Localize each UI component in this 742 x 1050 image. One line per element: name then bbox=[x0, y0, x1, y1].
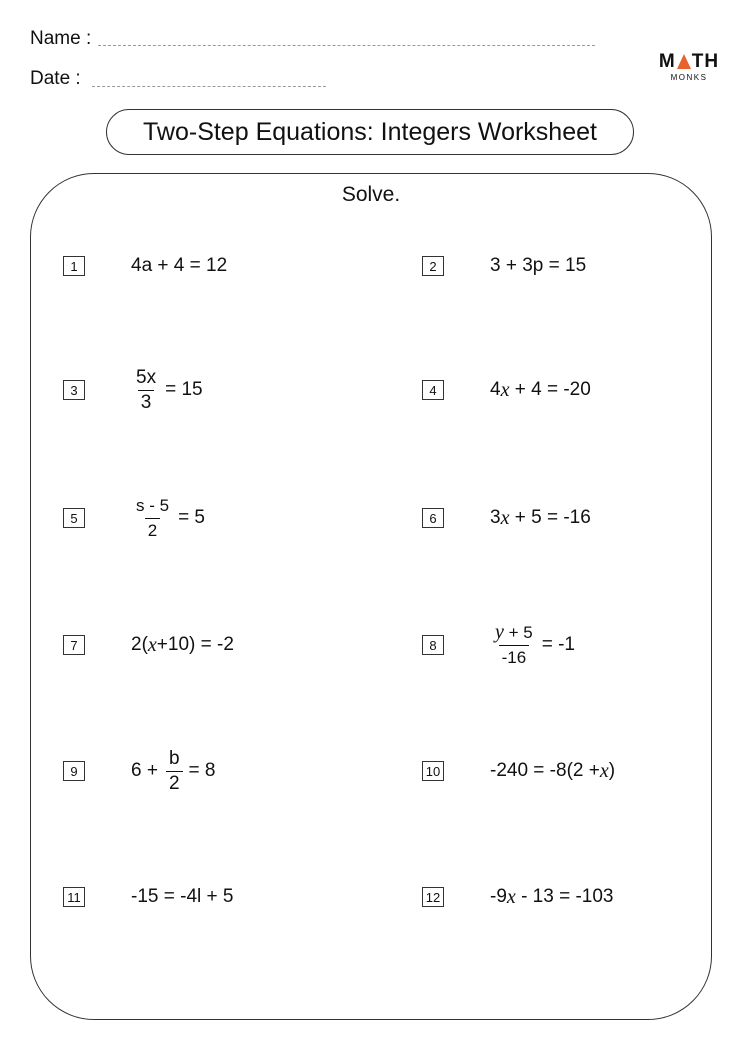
problem-9 bbox=[63, 741, 363, 801]
date-label: Date : bbox=[30, 68, 81, 89]
problem-number: 11 bbox=[63, 887, 85, 907]
problem-7 bbox=[63, 615, 363, 675]
equation bbox=[490, 615, 575, 675]
problem-number: 8 bbox=[422, 635, 444, 655]
equation-pre: 3 bbox=[490, 507, 501, 528]
problem-number: 12 bbox=[422, 887, 444, 907]
equation bbox=[490, 236, 586, 296]
problem-6 bbox=[422, 488, 722, 548]
equation-text: -15 = -4l + 5 bbox=[131, 886, 234, 907]
problem-number: 3 bbox=[63, 380, 85, 400]
problem-8 bbox=[422, 615, 722, 675]
fraction-denominator: 2 bbox=[145, 518, 160, 541]
problem-number: 5 bbox=[63, 508, 85, 528]
variable: x bbox=[500, 506, 510, 529]
equation-rest: +10) = -2 bbox=[156, 634, 234, 655]
problem-11 bbox=[63, 867, 363, 927]
name-line[interactable] bbox=[98, 45, 595, 46]
problem-5 bbox=[63, 488, 363, 548]
variable: y bbox=[495, 621, 504, 643]
variable: x bbox=[599, 759, 609, 782]
problem-number: 7 bbox=[63, 635, 85, 655]
logo-subtitle: MONKS bbox=[670, 73, 708, 82]
equation-text: 3 + 3p = 15 bbox=[490, 255, 587, 276]
equation-rest: = 8 bbox=[188, 760, 216, 781]
equation bbox=[131, 236, 227, 296]
problem-number: 9 bbox=[63, 761, 85, 781]
fraction bbox=[133, 368, 159, 413]
problem-4 bbox=[422, 360, 722, 420]
equation-pre: 4 bbox=[490, 379, 501, 400]
date-line[interactable] bbox=[92, 86, 326, 87]
equation bbox=[131, 488, 205, 548]
fraction-numerator: b bbox=[168, 747, 180, 769]
equation-rest: + 5 = -16 bbox=[514, 507, 591, 528]
problem-number: 4 bbox=[422, 380, 444, 400]
fraction bbox=[492, 622, 536, 668]
equation-text: 4a + 4 = 12 bbox=[131, 255, 228, 276]
instruction: Solve. bbox=[341, 183, 401, 206]
fraction-numerator bbox=[492, 622, 536, 645]
equation-rest: = 5 bbox=[178, 507, 206, 528]
equation bbox=[131, 867, 233, 927]
fraction bbox=[166, 749, 183, 794]
fraction-denominator: 2 bbox=[166, 771, 183, 794]
numerator-rest: + 5 bbox=[503, 623, 533, 642]
name-label: Name : bbox=[30, 28, 92, 49]
variable: x bbox=[500, 378, 510, 401]
fraction-numerator: s - 5 bbox=[136, 495, 170, 515]
equation-pre: -240 = -8(2 + bbox=[490, 760, 600, 781]
fraction bbox=[133, 496, 172, 541]
logo-text-m: M bbox=[658, 51, 676, 72]
equation bbox=[131, 741, 215, 801]
fraction-denominator: 3 bbox=[138, 390, 155, 413]
equation bbox=[131, 360, 203, 420]
equation-rest: ) bbox=[608, 760, 616, 781]
variable: x bbox=[506, 885, 516, 908]
worksheet-title bbox=[106, 109, 634, 155]
equation bbox=[490, 741, 615, 801]
logo-triangle-icon bbox=[677, 54, 691, 69]
fraction-denominator: -16 bbox=[499, 645, 530, 668]
math-monks-logo bbox=[659, 52, 719, 82]
equation bbox=[490, 488, 591, 548]
equation-rest: = 15 bbox=[165, 379, 203, 400]
worksheet-title-text: Two-Step Equations: Integers Worksheet bbox=[143, 117, 597, 146]
logo-text-th: TH bbox=[691, 51, 720, 72]
equation bbox=[490, 360, 591, 420]
equation-rest: + 4 = -20 bbox=[514, 379, 591, 400]
problem-1 bbox=[63, 236, 363, 296]
equation-rest: = -1 bbox=[541, 634, 576, 655]
problem-number: 1 bbox=[63, 256, 85, 276]
fraction-numerator: 5x bbox=[136, 366, 157, 388]
problem-number: 6 bbox=[422, 508, 444, 528]
problem-2 bbox=[422, 236, 722, 296]
problem-3 bbox=[63, 360, 363, 420]
problem-number: 10 bbox=[422, 761, 444, 781]
equation bbox=[131, 615, 234, 675]
equation-rest: - 13 = -103 bbox=[521, 886, 614, 907]
equation bbox=[490, 867, 614, 927]
equation-pre: 2( bbox=[131, 634, 148, 655]
equation-pre: 6 + bbox=[131, 760, 158, 781]
problem-number: 2 bbox=[422, 256, 444, 276]
problem-10 bbox=[422, 741, 722, 801]
variable: x bbox=[147, 633, 157, 656]
equation-pre: -9 bbox=[490, 886, 507, 907]
problem-12 bbox=[422, 867, 722, 927]
